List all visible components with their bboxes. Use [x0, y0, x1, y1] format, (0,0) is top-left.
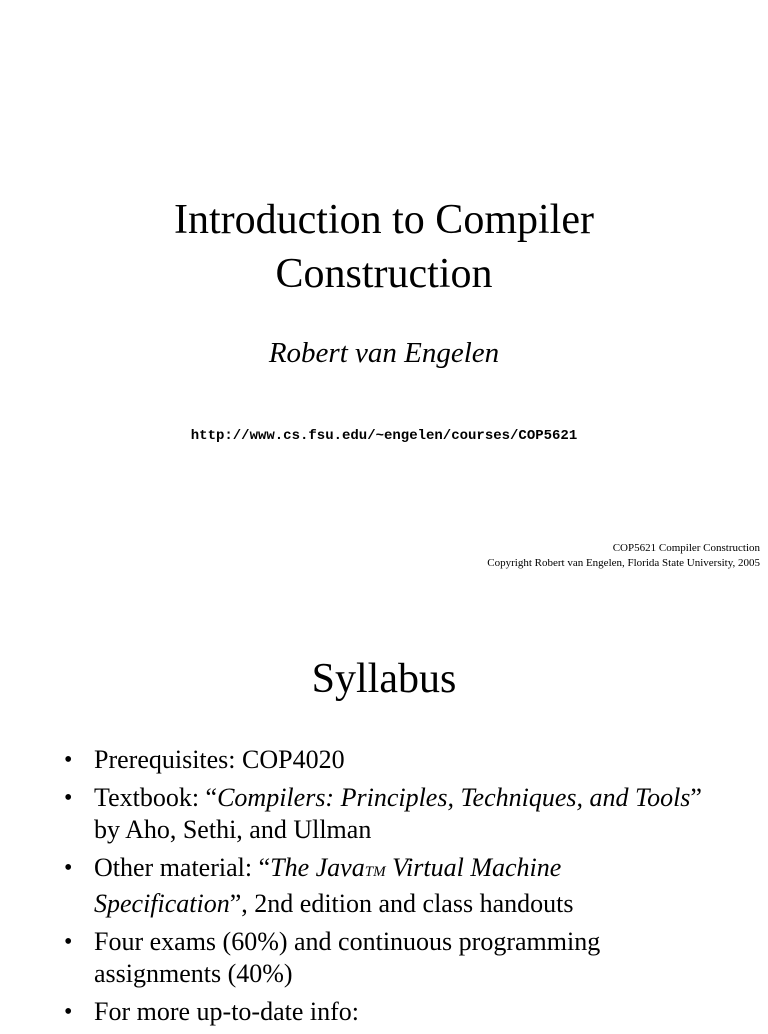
footer-course: COP5621 Compiler Construction: [612, 542, 760, 554]
syllabus-title: Syllabus: [311, 656, 457, 702]
author-name: Robert van Engelen: [268, 337, 500, 369]
bullet-icon: •: [64, 999, 73, 1025]
course-url[interactable]: http://www.cs.fsu.edu/~engelen/courses/COP5621: [190, 428, 578, 444]
bullet-icon: •: [64, 929, 73, 955]
presentation-title: [0, 193, 768, 301]
bullet-prerequisites: [0, 744, 720, 776]
material-title-part1: The Java: [270, 853, 365, 882]
bullet-text-pre: Other material: “: [94, 853, 271, 882]
trademark-mark: TM: [364, 864, 386, 880]
bullet-more-info: [0, 996, 720, 1028]
bullet-text: For more up-to-date info:: [94, 997, 359, 1026]
bullet-icon: •: [64, 855, 73, 881]
material-title-part2: Virtual Machine Specification: [94, 853, 562, 918]
bullet-text-pre: Textbook: “: [94, 783, 218, 812]
bullet-text-post: ”, 2nd edition and class handouts: [229, 889, 574, 918]
title-line-1: Introduction to Compiler: [174, 197, 594, 243]
title-line-2: Construction: [275, 251, 493, 297]
bullet-text-post: ” by Aho, Sethi, and Ullman: [94, 783, 702, 844]
footer-copyright: Copyright Robert van Engelen, Florida State University, 2005: [487, 557, 760, 569]
slide-syllabus: [0, 600, 768, 1024]
slide-footer: [487, 541, 760, 571]
bullet-text: Four exams (60%) and continuous programming assignments (40%): [94, 927, 601, 988]
bullet-icon: •: [64, 747, 73, 773]
bullet-other-material: [0, 852, 720, 920]
bullet-textbook: [0, 782, 720, 846]
syllabus-bullet-list: [0, 744, 720, 1034]
bullet-text: Prerequisites: COP4020: [94, 745, 345, 774]
textbook-title: Compilers: Principles, Techniques, and Tools: [217, 783, 691, 812]
bullet-grading: [0, 926, 720, 990]
bullet-icon: •: [64, 785, 73, 811]
